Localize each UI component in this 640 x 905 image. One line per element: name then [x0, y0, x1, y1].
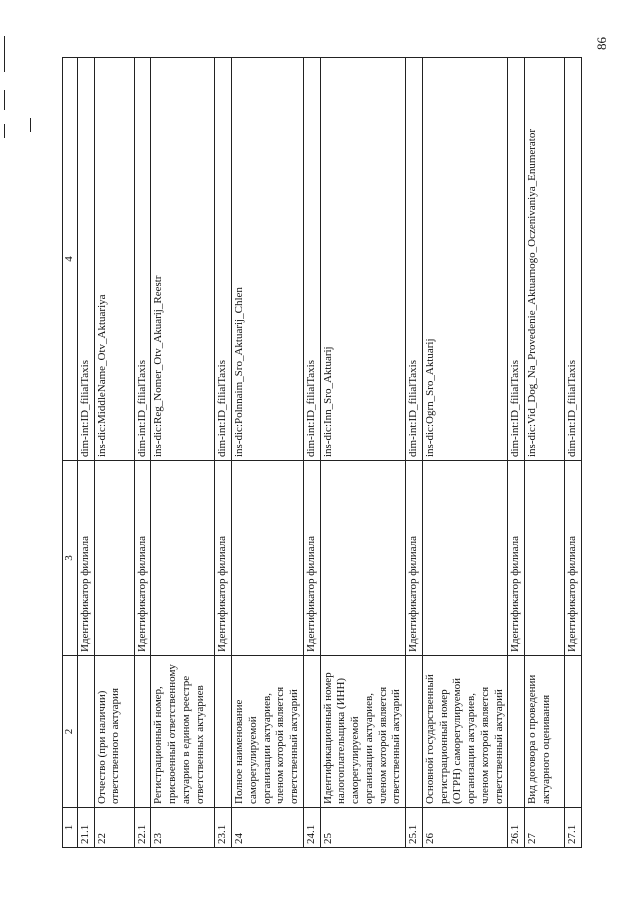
- row-name: [508, 656, 525, 808]
- row-name: [565, 656, 582, 808]
- row-col4: dim-int:ID_filialTaxis: [77, 58, 94, 461]
- page-number: 86: [594, 37, 609, 50]
- row-col4: dim-int:ID_filialTaxis: [406, 58, 423, 461]
- row-col3: [525, 461, 565, 656]
- row-col4: dim-int:ID_filialTaxis: [565, 58, 582, 461]
- row-col3: [94, 461, 134, 656]
- row-col4: ins-dic:Polnnaim_Sro_Aktuarij_Chlen: [232, 58, 304, 461]
- table-row: [422, 58, 508, 848]
- row-number: 23.1: [215, 808, 232, 848]
- row-number: 23: [151, 808, 215, 848]
- margin-mark-1: [4, 36, 5, 72]
- table-row: [320, 58, 406, 848]
- row-name: [77, 656, 94, 808]
- row-name: Основной государственный регистрационный номер (ОГРН) саморегулируемой организации актуариев, членом которой является ответственный актуарий: [422, 656, 508, 808]
- header-cell-1: 1: [63, 808, 78, 848]
- row-number: 22.1: [134, 808, 151, 848]
- row-col3: [151, 461, 215, 656]
- row-col4: ins-dic:Vid_Dog_Na_Provedenie_Aktuarnogo_Oczenivaniya_Enumerator: [525, 58, 565, 461]
- table-header-row: [63, 58, 78, 848]
- row-col4: dim-int:ID_filialTaxis: [303, 58, 320, 461]
- row-col3: [232, 461, 304, 656]
- row-name: [134, 656, 151, 808]
- row-name: [303, 656, 320, 808]
- row-col3: [320, 461, 406, 656]
- row-name: Регистрационный номер, присвоенный ответственному актуарию в едином реестре ответственных актуариев: [151, 656, 215, 808]
- row-name: Идентификационный номер налогоплательщика (ИНН) саморегулируемой организации актуариев, членом которой является ответственный актуарий: [320, 656, 406, 808]
- margin-mark-3: [4, 124, 5, 138]
- table-row: [94, 58, 134, 848]
- rotated-page: [62, 58, 578, 848]
- header-cell-2: 2: [63, 656, 78, 808]
- table-row: [406, 58, 423, 848]
- row-col4: ins-dic:Reg_Nomer_Otv_Akuarij_Reestr: [151, 58, 215, 461]
- row-name: Вид договора о проведении актуарного оценивания: [525, 656, 565, 808]
- table-row: [303, 58, 320, 848]
- row-col4: ins-dic:Ogrn_Sro_Aktuarij: [422, 58, 508, 461]
- header-cell-4: 4: [63, 58, 78, 461]
- row-col3: Идентификатор филиала: [134, 461, 151, 656]
- row-name: Полное наименование саморегулируемой организации актуариев, членом которой является ответственный актуарий: [232, 656, 304, 808]
- table-row: [134, 58, 151, 848]
- table-row: [565, 58, 582, 848]
- row-col3: Идентификатор филиала: [215, 461, 232, 656]
- row-number: 24.1: [303, 808, 320, 848]
- margin-mark-2: [4, 90, 5, 110]
- row-col3: Идентификатор филиала: [77, 461, 94, 656]
- table-row: [215, 58, 232, 848]
- header-cell-3: 3: [63, 461, 78, 656]
- row-col3: Идентификатор филиала: [303, 461, 320, 656]
- row-name: [215, 656, 232, 808]
- row-number: 27.1: [565, 808, 582, 848]
- row-number: 22: [94, 808, 134, 848]
- table-row: [508, 58, 525, 848]
- row-col4: dim-int:ID_filialTaxis: [134, 58, 151, 461]
- row-number: 27: [525, 808, 565, 848]
- row-name: Отчество (при наличии) ответственного актуария: [94, 656, 134, 808]
- row-number: 24: [232, 808, 304, 848]
- row-col4: ins-dic:MiddleName_Otv_Aktuariya: [94, 58, 134, 461]
- row-col4: dim-int:ID_filialTaxis: [508, 58, 525, 461]
- table-row: [77, 58, 94, 848]
- row-name: [406, 656, 423, 808]
- table-row: [232, 58, 304, 848]
- table-row: [525, 58, 565, 848]
- row-number: 26: [422, 808, 508, 848]
- row-number: 21.1: [77, 808, 94, 848]
- attributes-table: [62, 57, 582, 848]
- row-col3: Идентификатор филиала: [406, 461, 423, 656]
- row-number: 26.1: [508, 808, 525, 848]
- row-number: 25.1: [406, 808, 423, 848]
- row-col3: Идентификатор филиала: [565, 461, 582, 656]
- row-number: 25: [320, 808, 406, 848]
- table-row: [151, 58, 215, 848]
- margin-mark-4: [30, 118, 31, 132]
- row-col3: [422, 461, 508, 656]
- row-col4: ins-dic:Inn_Sro_Aktuarij: [320, 58, 406, 461]
- row-col3: Идентификатор филиала: [508, 461, 525, 656]
- row-col4: dim-int:ID_filialTaxis: [215, 58, 232, 461]
